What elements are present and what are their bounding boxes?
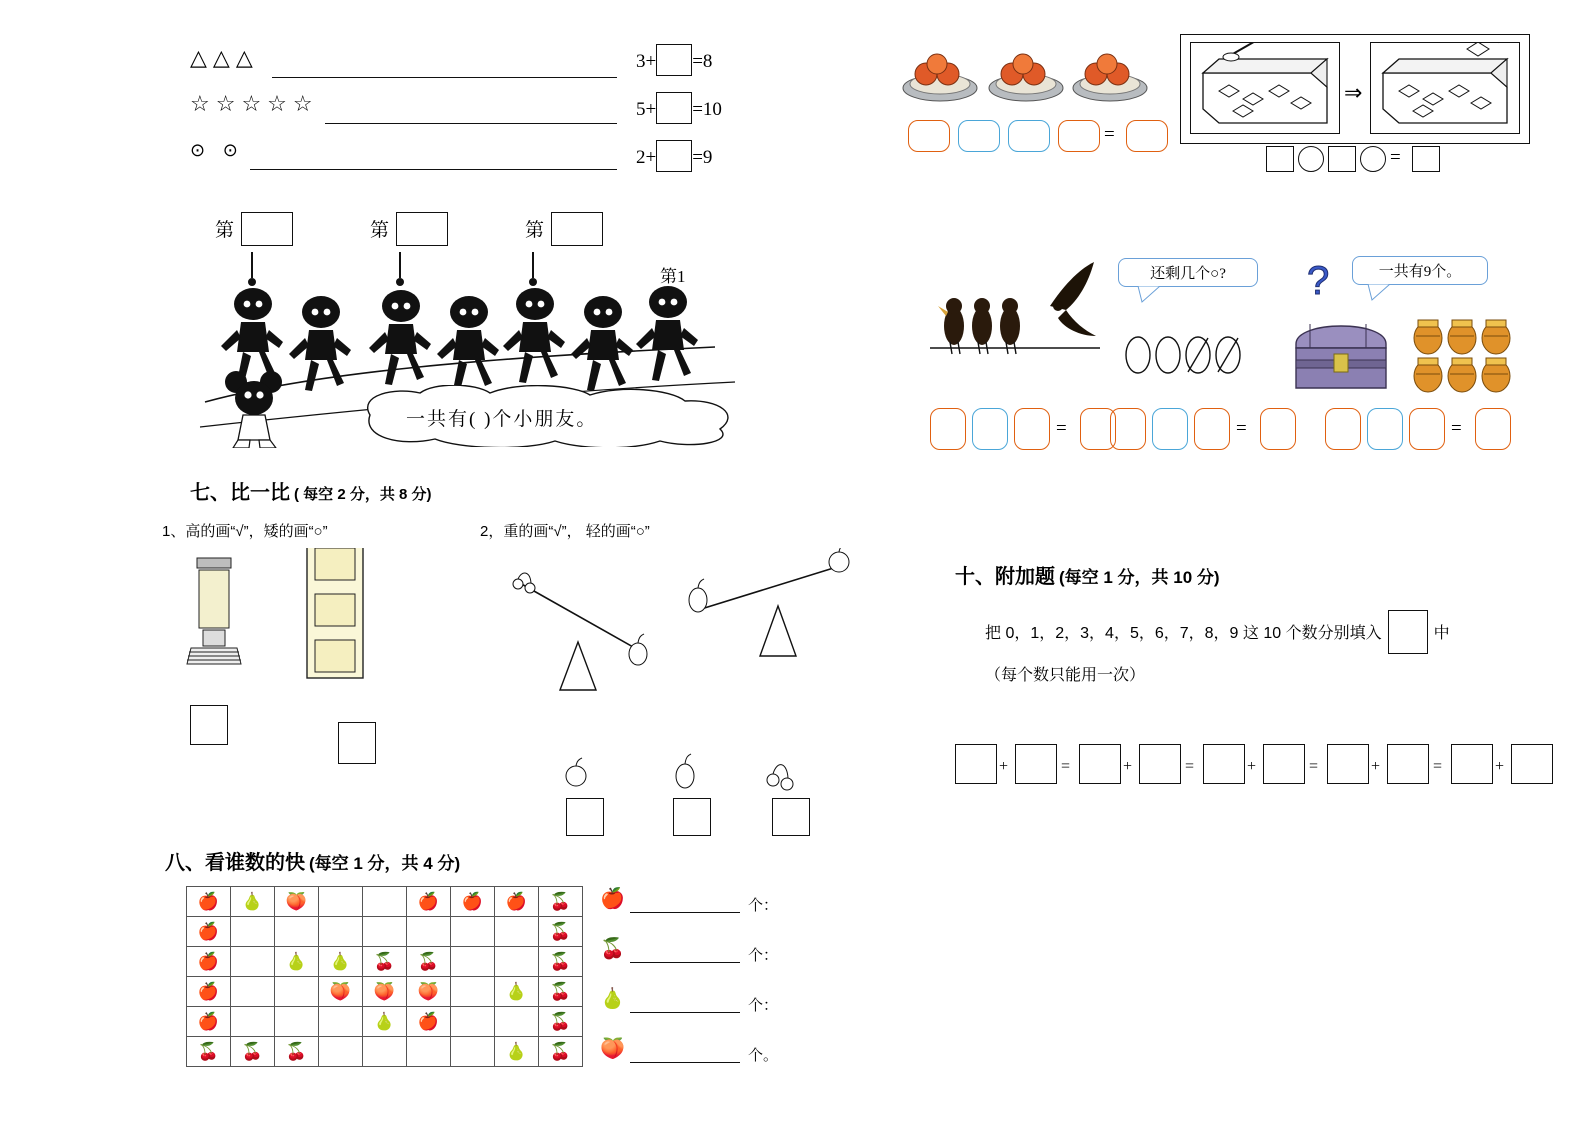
section7-q2-text: 2，重的画“√”， 轻的画“○” — [480, 523, 650, 540]
grid-cell: 🍒 — [363, 947, 407, 977]
req2-box-3[interactable] — [1194, 408, 1230, 450]
answer-line-2 — [325, 123, 617, 124]
grid-cell: 🍎 — [407, 887, 451, 917]
grid-cell — [231, 977, 275, 1007]
grid-cell: 🍒 — [231, 1037, 275, 1067]
s10-box-6[interactable] — [1263, 744, 1305, 784]
count-unit-2: 个： — [748, 947, 779, 964]
s10-op-6: = — [1309, 758, 1319, 775]
count-unit-1: 个： — [748, 897, 779, 914]
grid-cell — [407, 1037, 451, 1067]
req2-equals: = — [1236, 418, 1247, 439]
q1-answer-box-left[interactable] — [190, 705, 228, 745]
rank-label-1 — [215, 212, 293, 246]
grid-cell: 🍐 — [495, 977, 539, 1007]
grid-cell — [319, 1007, 363, 1037]
s10-box-9[interactable] — [1451, 744, 1493, 784]
grid-cell: 🍒 — [275, 1037, 319, 1067]
grid-cell: 🍒 — [407, 947, 451, 977]
grid-cell: 🍐 — [363, 1007, 407, 1037]
grid-cell — [451, 977, 495, 1007]
grid-cell: 🍒 — [539, 977, 583, 1007]
plates-illustration — [900, 38, 1150, 158]
grid-cell: 🍎 — [187, 887, 231, 917]
table-row — [187, 947, 583, 977]
equation-row-1 — [636, 44, 712, 76]
s10-box-7[interactable] — [1327, 744, 1369, 784]
question-mark-badge — [1305, 258, 1345, 304]
section10-line1-suffix: 中 — [1433, 625, 1450, 642]
grid-cell: 🍎 — [187, 977, 231, 1007]
fruit-row-illustration — [560, 752, 870, 796]
count-answer-line-4[interactable] — [630, 1062, 740, 1063]
q2-answer-box-3[interactable] — [772, 798, 810, 836]
eq3-plus: + — [645, 147, 657, 168]
grid-cell — [451, 947, 495, 977]
count-answer-line-2[interactable] — [630, 962, 740, 963]
grid-cell: 🍎 — [187, 917, 231, 947]
bubble-text: 一共有( )个小朋友。 — [406, 409, 598, 430]
req1-box-2[interactable] — [972, 408, 1008, 450]
circles-row: ⊙ ⊙ — [190, 140, 244, 161]
grid-cell — [451, 917, 495, 947]
pear-icon: 🍐 — [600, 988, 625, 1010]
count-answer-line-3[interactable] — [630, 1012, 740, 1013]
req3-box-2[interactable] — [1367, 408, 1403, 450]
eq1-answer-box[interactable] — [656, 44, 692, 76]
grid-cell: 🍎 — [407, 1007, 451, 1037]
grid-cell — [275, 917, 319, 947]
stars-row: ☆☆☆☆☆ — [190, 92, 319, 117]
equation-row-2 — [636, 92, 722, 124]
callout-pots-text: 一共有9个。 — [1352, 256, 1488, 285]
count-unit-3: 个： — [748, 997, 779, 1014]
callout-birds — [1118, 258, 1258, 287]
grid-cell: 🍎 — [451, 887, 495, 917]
grid-cell — [363, 1037, 407, 1067]
grid-cell: 🍐 — [231, 887, 275, 917]
grid-cell: 🍒 — [539, 947, 583, 977]
callout-pots — [1352, 256, 1488, 285]
req1-box-3[interactable] — [1014, 408, 1050, 450]
req3-box-result[interactable] — [1475, 408, 1511, 450]
fish-box-1[interactable] — [1266, 146, 1294, 172]
section10-inline-box[interactable] — [1388, 610, 1428, 654]
grid-cell: 🍒 — [187, 1037, 231, 1067]
rank-1-text: 第 — [215, 220, 235, 241]
table-row — [187, 1007, 583, 1037]
eq1-left-number: 3 — [636, 51, 646, 72]
rank-2-text: 第 — [370, 220, 390, 241]
arrow-right-icon: ⇒ — [1344, 80, 1363, 105]
rank-2-box[interactable] — [396, 212, 448, 246]
grid-cell: 🍎 — [187, 947, 231, 977]
s10-op-3: + — [1123, 758, 1133, 775]
section10-line1 — [985, 610, 1505, 654]
grid-cell — [275, 977, 319, 1007]
req2-box-2[interactable] — [1152, 408, 1188, 450]
grid-cell: 🍒 — [539, 917, 583, 947]
plates-box-result[interactable] — [1126, 120, 1168, 152]
grid-cell — [495, 1007, 539, 1037]
rank-label-3 — [525, 212, 603, 246]
grid-cell: 🍒 — [539, 887, 583, 917]
section7-q1-text: 1、高的画“√”，矮的画“○” — [162, 523, 328, 540]
q2-answer-box-1[interactable] — [566, 798, 604, 836]
equation-row-3 — [636, 140, 712, 172]
s10-op-8: = — [1433, 758, 1443, 775]
tug-of-war-illustration — [195, 200, 755, 465]
s10-op-5: + — [1247, 758, 1257, 775]
eq2-left-number: 5 — [636, 99, 646, 120]
grid-cell — [495, 917, 539, 947]
q1-answer-box-right[interactable] — [338, 722, 376, 764]
rank-1-box[interactable] — [241, 212, 293, 246]
eq2-right: =10 — [692, 99, 722, 120]
mouse-character-icon — [213, 368, 303, 448]
peach-icon: 🍑 — [600, 1038, 625, 1060]
section8-title: 八、看谁数的快 — [165, 852, 305, 874]
eq3-answer-box[interactable] — [656, 140, 692, 172]
grid-cell: 🍑 — [407, 977, 451, 1007]
req2-box-result[interactable] — [1260, 408, 1296, 450]
grid-cell: 🍎 — [187, 1007, 231, 1037]
eq1-plus: + — [645, 51, 657, 72]
rank-label-2 — [370, 212, 448, 246]
s10-op-7: + — [1371, 758, 1381, 775]
section10-title: 十、附加题 — [955, 566, 1055, 588]
s10-box-5[interactable] — [1203, 744, 1245, 784]
grid-cell — [363, 887, 407, 917]
fish-equals-sign: = — [1390, 147, 1401, 168]
q2-answer-box-2[interactable] — [673, 798, 711, 836]
grid-cell — [363, 917, 407, 947]
cherry-icon: 🍒 — [600, 938, 625, 960]
req3-box-3[interactable] — [1409, 408, 1445, 450]
section10-line2: （每个数只能用一次） — [985, 667, 1146, 684]
section7-heading — [190, 476, 432, 505]
fish-box-illustration — [1180, 34, 1530, 179]
s10-op-4: = — [1185, 758, 1195, 775]
s10-box-4[interactable] — [1139, 744, 1181, 784]
rank-3-text: 第 — [525, 220, 545, 241]
req1-equals: = — [1056, 418, 1067, 439]
grid-cell: 🍒 — [539, 1007, 583, 1037]
section7-score: ( 每空 2 分，共 8 分) — [294, 486, 432, 503]
grid-cell — [451, 1007, 495, 1037]
grid-cell — [231, 947, 275, 977]
fish-panel-right — [1370, 42, 1520, 134]
grid-cell — [231, 1007, 275, 1037]
s10-box-1[interactable] — [955, 744, 997, 784]
fruit-grid-table — [186, 886, 583, 1067]
grid-cell — [319, 917, 363, 947]
grid-cell — [319, 887, 363, 917]
section10-score: (每空 1 分，共 10 分) — [1059, 568, 1220, 587]
grid-cell: 🍑 — [363, 977, 407, 1007]
plates-box-2[interactable] — [958, 120, 1000, 152]
section10-line1-text: 把 0，1，2，3，4，5，6，7，8，9 这 10 个数分别填入 — [985, 625, 1382, 642]
s10-box-10[interactable] — [1511, 744, 1553, 784]
grid-cell — [231, 917, 275, 947]
section8-heading — [165, 846, 460, 875]
grid-cell — [495, 947, 539, 977]
grid-cell: 🍐 — [319, 947, 363, 977]
section8-score: (每空 1 分，共 4 分) — [309, 854, 461, 873]
answer-line-3 — [250, 169, 617, 170]
grid-cell: 🍎 — [495, 887, 539, 917]
svg-text:?: ? — [1307, 259, 1330, 303]
eq3-right: =9 — [692, 147, 713, 168]
plates-box-4[interactable] — [1058, 120, 1100, 152]
answer-line-1 — [272, 77, 617, 78]
grid-cell: 🍑 — [275, 887, 319, 917]
table-row — [187, 887, 583, 917]
fish-box-result[interactable] — [1412, 146, 1440, 172]
rank-3-box[interactable] — [551, 212, 603, 246]
count-answer-line-1[interactable] — [630, 912, 740, 913]
s10-box-8[interactable] — [1387, 744, 1429, 784]
grid-cell — [451, 1037, 495, 1067]
section10-heading — [955, 560, 1220, 589]
triangles-row: △△△ — [190, 46, 259, 71]
treasure-chest-illustration — [1290, 308, 1400, 398]
req2-box-1[interactable] — [1110, 408, 1146, 450]
table-row — [187, 917, 583, 947]
circles-cross-group — [1122, 330, 1242, 380]
plates-equals-sign: = — [1104, 124, 1115, 145]
grid-cell: 🍑 — [319, 977, 363, 1007]
grid-cell: 🍐 — [495, 1037, 539, 1067]
grid-cell: 🍒 — [539, 1037, 583, 1067]
fish-box-2[interactable] — [1328, 146, 1356, 172]
grid-cell — [407, 917, 451, 947]
rank-first-label: 第1 — [660, 267, 686, 286]
s10-box-2[interactable] — [1015, 744, 1057, 784]
count-unit-4: 个。 — [748, 1047, 779, 1064]
req3-equals: = — [1451, 418, 1462, 439]
s10-box-3[interactable] — [1079, 744, 1121, 784]
table-row — [187, 977, 583, 1007]
grid-cell — [275, 1007, 319, 1037]
honey-pots-illustration — [1410, 310, 1530, 400]
table-row — [187, 1037, 583, 1067]
fruit-count-grid — [186, 886, 583, 1067]
s10-op-9: + — [1495, 758, 1505, 775]
eq2-plus: + — [645, 99, 657, 120]
apple-icon: 🍎 — [600, 888, 625, 910]
fish-circle-2[interactable] — [1360, 146, 1386, 172]
s10-op-1: + — [999, 758, 1009, 775]
plates-box-1[interactable] — [908, 120, 950, 152]
req1-box-1[interactable] — [930, 408, 966, 450]
fish-panel-left — [1190, 42, 1340, 134]
s10-op-2: = — [1061, 758, 1071, 775]
eq3-left-number: 2 — [636, 147, 646, 168]
callout-birds-text: 还剩几个○? — [1118, 258, 1258, 287]
eq2-answer-box[interactable] — [656, 92, 692, 124]
eq1-right: =8 — [692, 51, 713, 72]
grid-cell: 🍐 — [275, 947, 319, 977]
fish-circle-1[interactable] — [1298, 146, 1324, 172]
req3-box-1[interactable] — [1325, 408, 1361, 450]
speech-bubble — [340, 385, 745, 447]
plates-box-3[interactable] — [1008, 120, 1050, 152]
section7-title: 七、比一比 — [190, 482, 290, 504]
grid-cell — [319, 1037, 363, 1067]
